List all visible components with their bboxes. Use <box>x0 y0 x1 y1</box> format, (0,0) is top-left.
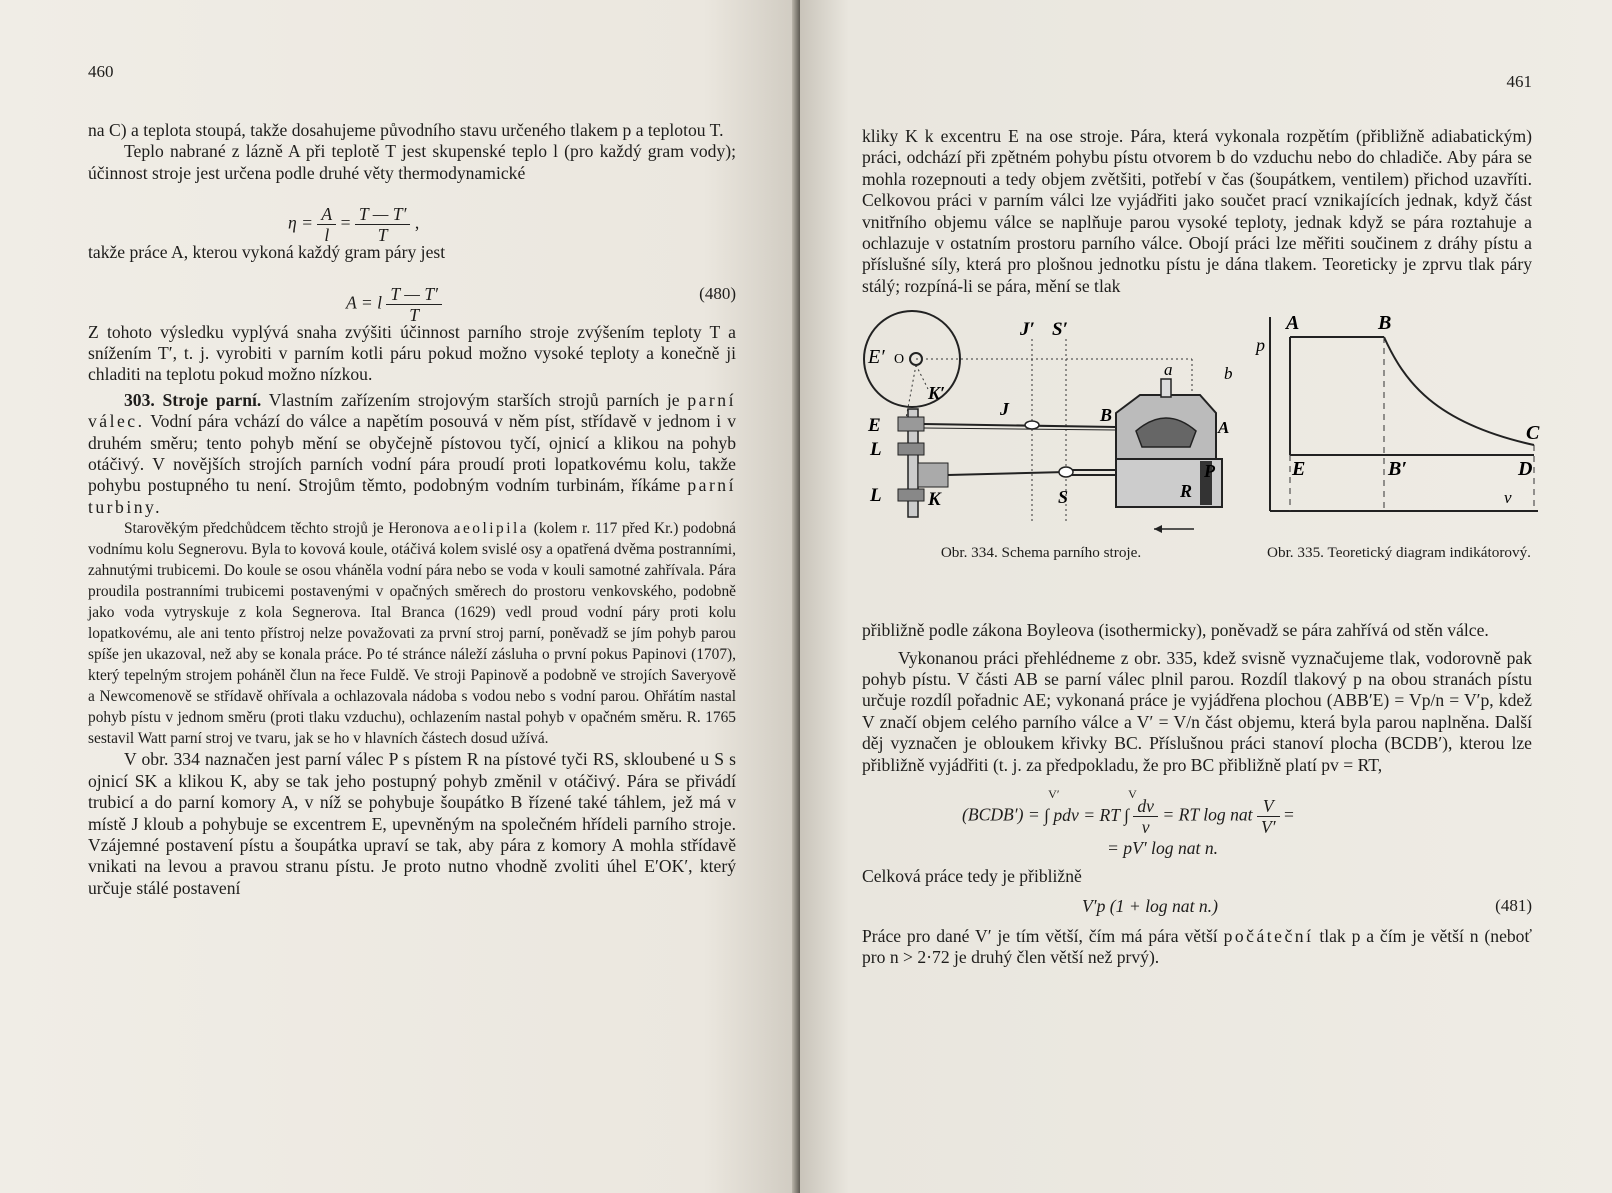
paragraph: takže práce A, kterou vykoná každý gram páry jest <box>88 242 446 263</box>
valve-rod <box>924 428 1116 430</box>
text: Vodní pára vchází do válce a napětím posouvá v něm píst, střídavě v jednom i v druhém směru; tento pohyb mění se obyčejně pístovou tyčí, ojnicí a klikou na pohyb otáčivý. V novějších strojích parních vodní pára proudí proti lopatkovému kolu, takže pohybu postupného tu není. Strojům těmto, podobným vodním turbinám, říkáme <box>88 411 736 496</box>
bearing-L2 <box>898 489 924 501</box>
fig334-label: E <box>868 415 881 437</box>
equation-efficiency <box>88 188 736 246</box>
fig334-label: J <box>1000 399 1009 420</box>
paragraph: Teplo nabrané z lázně A při teplotě T jest skupenské teplo l (pro každý gram vody); účinnost stroje jest určena podle druhé věty thermodynamické <box>88 141 736 183</box>
fig335-label: B <box>1378 312 1392 335</box>
joint-J <box>1025 421 1039 429</box>
left-page <box>0 0 800 1193</box>
eccentric-E <box>898 417 924 431</box>
integral: ∫ pdv = RT <box>1044 804 1125 825</box>
page-number-left: 460 <box>88 62 114 81</box>
figures-row <box>854 305 1540 610</box>
page-number-right: 461 <box>1506 72 1532 91</box>
equation-480 <box>88 268 736 325</box>
paragraph: V obr. 334 naznačen jest parní válec P s pístem R na pístové tyči RS, skloubené u S s ojnicí SK a klikou K, aby se tak jeho postupný pohyb změnil v otáčivý. Pára se přivádí trubicí a do parní komory A, v níž se pohybuje šoupátko B řízené také táhlem, jež má v místě J kloub a pohybuje se excentrem E, upevněným na společném hřídeli parního stroje. Vzájemné postavení pístu a šoupátka upraví se tak, aby pára z komory A mohla střídavě vnikati na levou a pravou stranu pístu. Je proto nutno vhodně zvoliti úhel E′OK′, který určuje stálé postavení <box>88 749 736 898</box>
fig334-label: O <box>894 352 905 368</box>
frac-den: v <box>1141 817 1150 838</box>
spaced-term: počáteční <box>1223 925 1314 946</box>
fig335-label: C <box>1526 422 1540 445</box>
small-paragraph <box>88 518 736 749</box>
fig334-label: A <box>1218 418 1230 438</box>
fig334-label: K′ <box>928 383 946 404</box>
joint-S <box>1059 467 1073 477</box>
text: Vlastním zařízením strojovým starších strojů parních je <box>268 389 680 410</box>
paragraph <box>862 926 1532 969</box>
fig334-label: J′ <box>1020 319 1035 341</box>
eq-total-work: V′p (1 + log nat n.) <box>1082 895 1218 916</box>
fig335-label: A <box>1286 312 1300 335</box>
arrow-head <box>1154 525 1162 533</box>
fig335-label: E <box>1292 458 1306 481</box>
frac-num: V <box>1257 796 1280 817</box>
fig334-label: S′ <box>1052 319 1068 341</box>
spaced-term: aeolipila <box>453 520 530 538</box>
fig335-label: D <box>1518 458 1533 481</box>
fig334-label: b <box>1224 364 1233 384</box>
integral-upper-limit: V <box>1128 786 1137 801</box>
fig335-label: v <box>1504 488 1512 508</box>
spaced-term: parní válec. <box>88 389 736 432</box>
dotted-line <box>916 365 928 389</box>
crank-K <box>918 463 948 487</box>
fig334-label: K <box>928 489 941 511</box>
paragraph: Vykonanou práci přehlédneme z obr. 335, kdež svisně vyznačujeme tlak, vodorovně pak pohyb pístu. V části AB se parní válec plnil parou. Rozdíl tlakový p na obou stranách pístu určuje rozdíl pořadnic AE; vykonaná práce je vyjádřena plochou (ABB′E) = Vp/n = V′p, kdež V značí objem celého parního válce a V′ = V/n část objemu, která byla parou naplněna. Další děj vyznačen je obloukem křivky BC. Příslušnou práci stanoví plocha (BCDB′), kterou lze přibližně vyjádřiti (t. j. za předpokladu, že pro BC přibližně platí pv = RT, <box>862 647 1532 775</box>
frac-den: l <box>324 225 330 246</box>
eq-eta: η = <box>288 212 318 233</box>
right-page <box>800 0 1612 1193</box>
paragraph: na C) a teplota stoupá, takže dosahujeme původního stavu určeného tlakem p a teplotou T. <box>88 120 724 140</box>
eccentric-rod <box>924 424 1116 427</box>
text: Starověkým předchůdcem těchto strojů je Heronova <box>124 520 449 538</box>
eq-op: = RT log nat <box>1162 804 1257 825</box>
paragraph: Z tohoto výsledku vyplývá snaha zvýšiti účinnost parního stroje zvýšením teploty T a snížením T′, t. j. vyrobiti v parním kotli páru pokud možno vysoké teploty a konečně ji chladiti na teplotu pokud možno nízkou. <box>88 321 736 385</box>
steam-pipe-a <box>1161 379 1171 397</box>
frac-num: A <box>317 204 336 225</box>
paragraph: Celková práce tedy je přibližně <box>862 866 1082 887</box>
eq-op: = <box>340 212 355 233</box>
fig334-label: B <box>1100 405 1113 426</box>
section-heading: 303. Stroje parní. <box>124 389 262 410</box>
frac-den: T <box>409 304 420 325</box>
bearing-L1 <box>898 443 924 455</box>
text: (kolem r. 117 před Kr.) podobná vodnímu kolu Segnerovu. Byla to kovová koule, otáčivá kolem svislé osy a opatřená dvěma postranními, zahnutými trubicemi. Do koule se osou vháněla vodní pára nebo se voda v kouli samotné zahřívala. Pára proudila postranními trubicemi postavenými v opačných směrech do prostoru venkovského, podobně jako voda vytryskuje z kola Segnerova. Ital Branca (1629) vedl proud vodní páry proti kolu lopatkovému, ale ani tento přístroj nelze považovati za první stroj parní, poněvadž se jím pohyb parou spíše jen ukazoval, než aby se konala práce. Po té stránce náleží zásluha o první pokus Papinovi (1707), který tepelným strojem poháněl člun na řece Fuldě. Ve stroji Papinově a podobně ve strojích Saveryově a Newcomenově se střídavě ohřívala a ochlazovala nádoba s vodou nebo s vodní parou. Ohřátím nastal pohyb pístu v jednom směru (proti tlaku vzduchu), ochlazením nastal pohyb v opačném směru. R. 1765 sestavil Watt parní stroj ve tvaru, jak se ho v hlavních částech dosud užívá. <box>88 520 736 748</box>
frac-num: T — T′ <box>386 284 442 305</box>
fig334-label: E′ <box>868 346 885 369</box>
spaced-term: parní turbiny. <box>88 475 736 517</box>
frac-den: T <box>377 225 388 246</box>
frac-den: V′ <box>1260 817 1276 838</box>
fig334-label: P <box>1204 461 1215 482</box>
fig334-label: L <box>870 439 882 461</box>
fig334-caption: Obr. 334. Schema parního stroje. <box>940 544 1142 562</box>
fig335-label: p <box>1256 335 1265 356</box>
equation-481 <box>862 892 1532 922</box>
fig335-label: B′ <box>1388 458 1407 481</box>
eq-op: , <box>414 212 420 233</box>
figure-334-steam-engine <box>854 309 1234 549</box>
paragraph: kliky K k excentru E na ose stroje. Pára, která vykonala rozpětím (přibližně adiabatickým) práci, odchází při zpětném pohybu pístu otvorem b do vzduchu nebo do chladiče. Aby pára se mohla rozepnouti a tedy objem zvětšiti, potřebí v čas (šoupátkem, ventilem) přichod uzavříti. Celkovou práci v parním válci lze vyjádřiti jako součet prací vznikajících jednak, když část vnitřního objemu válce se naplňuje parou vysoké teploty, jednak když se pára roztahuje a ochlazuje v ostatním prostoru parního válce. Obojí práci lze měřiti součinem z dráhy pístu a příslušné síly, která pro plošnou jednotku pístu je dána tlakem. Teoreticky je zprvu tlak páry stálý; rozpíná-li se pára, mění se tlak <box>862 126 1532 296</box>
eq-line2: = pV′ log nat n. <box>1107 838 1219 859</box>
fig335-caption: Obr. 335. Teoretický diagram indikátorový. <box>1267 544 1531 562</box>
equation-bcdb <box>862 780 1532 858</box>
frac-num: T — T′ <box>355 204 411 225</box>
fig334-label: R <box>1180 481 1193 502</box>
eq-lhs: (BCDB′) = <box>962 804 1045 825</box>
section-paragraph <box>88 390 736 518</box>
figure-335-indicator-diagram <box>1254 311 1544 521</box>
eq-op: = <box>1284 804 1294 825</box>
paragraph: přibližně podle zákona Boyleova (isothermicky), poněvadž se pára zahřívá od stěn válce. <box>862 620 1489 641</box>
equation-number: (480) <box>699 283 736 303</box>
integral: ∫ <box>1124 804 1129 825</box>
text: tlak p a čím je větší n (neboť pro n > 2·72 je druhý člen větší než prvý). <box>862 925 1532 967</box>
fig334-label: S <box>1058 487 1069 508</box>
fig334-label: L <box>870 485 882 507</box>
text: Práce pro dané V′ je tím větší, čím má pára větší <box>862 925 1218 946</box>
eq-lhs: A = l <box>346 292 382 313</box>
curve-BC <box>1384 337 1534 445</box>
connecting-rod <box>948 472 1066 475</box>
fig334-label: a <box>1164 360 1173 380</box>
frac-num: dv <box>1133 796 1158 817</box>
equation-number: (481) <box>1495 895 1532 915</box>
integral-upper-limit: V′ <box>1048 786 1060 801</box>
